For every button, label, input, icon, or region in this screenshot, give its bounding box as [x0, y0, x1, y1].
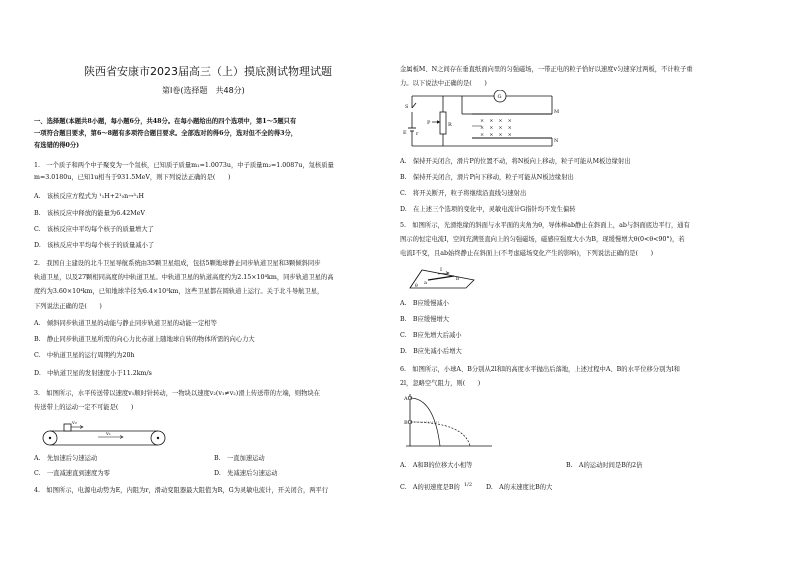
section-instructions-line-1: 一、选择题(本题共8小题，每小题6分，共48分。在每小题给出的四个选项中，第1～5题只有: [34, 118, 297, 125]
q4-option-b: B. 保持开关闭合，滑片P向下移动，粒子可能从N板边缘射出: [400, 174, 574, 181]
incline-figure: [408, 262, 478, 292]
q5-stem-line-2: 图示的恒定电流I，空间充满竖直向上的匀强磁场，磁感应强度大小为B，现缓慢增大θ(0<θ<90°)，若: [400, 236, 685, 243]
angle-label: θ: [415, 284, 418, 289]
q3-option-a: A. 先加速后匀速运动: [34, 455, 98, 462]
q6-option-b: B. A的运动时间是B的2倍: [566, 462, 643, 469]
q6-option-c: C. A的初速度是B的: [400, 484, 460, 491]
q6-stem-line-1: 6. 如图所示，小球A、B分别从2l和l的高度水平抛出后落地，上述过程中A、B的水平位移分别为l和: [400, 366, 680, 373]
v1-label: v₁: [106, 431, 111, 437]
right-column: [400, 0, 770, 562]
q1-option-a: A. 该核反应方程式为 ¹₁H+2¹₀n→³₁H: [34, 193, 144, 200]
q5-option-b: B. B应缓慢增大: [400, 316, 450, 323]
current-label: I: [440, 267, 442, 273]
q3-stem-line-2: 传送带上的运动一定不可能是( ): [34, 404, 134, 411]
section-instructions-line-2: 一项符合题目要求，第6～8题有多项符合题目要求。全部选对的得6分，选对但不全的得3分，: [34, 130, 298, 137]
slider-label: P: [427, 120, 431, 126]
q4-option-a: A. 保持开关闭合，滑片P的位置不动，将N板向上移动，粒子可能从M板边缘射出: [400, 158, 631, 165]
q1-stem-line-2: m=3.0180u，已知1u相当于931.5MeV，则下列说法正确的是( ): [34, 174, 231, 181]
volume-heading: 第Ⅰ卷(选择题 共48分): [162, 86, 245, 95]
conveyor-belt-figure: [40, 416, 170, 450]
q3-stem-line-1: 3. 如图所示，水平传送带以速度v₁顺时针转动，一物块以速度v₂(v₁≠v₂)滑上传送带的左端，则物块在: [34, 390, 321, 397]
svg-text:× × × ×: × × × ×: [480, 125, 512, 131]
q5-option-a: A. B应缓慢减小: [400, 300, 449, 307]
rheostat-label: R: [448, 122, 452, 128]
page-title: 陕西省安康市2023届高三（上）摸底测试物理试题: [84, 65, 332, 78]
q5-option-d: D. B应先减小后增大: [400, 348, 462, 355]
q6-option-d: D. A的末速度比B的大: [486, 484, 553, 491]
q5-option-c: C. B应先增大后减小: [400, 332, 462, 339]
q2-stem-line-1: 2. 我国自主建设的北斗卫星导航系统由35颗卫星组成，包括5颗地球静止同步轨道卫星和3颗倾斜同步: [34, 260, 321, 267]
v2-label: v₂: [72, 420, 77, 426]
q5-stem-line-1: 5. 如图所示，光滑绝缘的斜面与水平面的夹角为θ，导体棒ab静止在斜面上，ab与斜面底边平行，通有: [400, 222, 690, 229]
q4-stem-line-1: 4. 如图所示，电源电动势为E，内阻为r，滑动变阻器最大阻值为R，G为灵敏电流计，开关闭合，两平行: [34, 487, 329, 494]
galvanometer-label: G: [497, 94, 502, 100]
q1-option-b: B. 该核反应中释放的能量为6.42MeV: [34, 210, 145, 217]
svg-text:× × × ×: × × × ×: [480, 118, 512, 124]
plate-n-label: N: [554, 138, 559, 144]
plate-m-label: M: [554, 109, 560, 115]
end-a-label: a: [424, 280, 427, 286]
q2-stem-line-2: 轨道卫星，以及27颗相同高度的中轨道卫星。中轨道卫星的轨道高度约为2.15×10⁴km，同步轨道卫星的高: [34, 274, 334, 281]
q3-option-b: B. 一直加速运动: [214, 455, 265, 462]
ball-b-label: B: [404, 420, 408, 426]
q2-option-b: B. 静止同步轨道卫星所需的向心力比赤道上随地球自转的物体所需的向心力大: [34, 336, 255, 343]
q2-option-a: A. 倾斜同步轨道卫星的动能与静止同步轨道卫星的动能一定相等: [34, 320, 217, 327]
switch-label: S: [405, 104, 409, 110]
svg-text:× × × ×: × × × ×: [480, 132, 512, 138]
end-b-label: b: [456, 276, 460, 282]
ball-a-label: A: [404, 396, 408, 402]
q2-stem-line-4: 下列说法正确的是( ): [34, 303, 102, 310]
section-instructions-line-3: 有选错的得0分): [34, 142, 80, 149]
q6-option-c-fraction: 1/2: [464, 482, 473, 488]
q6-stem-line-2: 2l，忽略空气阻力，则( ): [400, 380, 481, 387]
q3-option-d: D. 先减速后匀速运动: [214, 470, 278, 477]
q2-stem-line-3: 度约为3.60×10⁴km，已知地球半径为6.4×10³km，这些卫星都在圆轨道上运行。关于北斗导航卫星，: [34, 288, 324, 295]
q1-stem-line-1: 1. 一个质子和两个中子聚变为一个氚核，已知质子质量m₁=1.0073u，中子质量m₂=1.0087u，氚核质量: [34, 162, 334, 169]
q3-option-c: C. 一直减速直到速度为零: [34, 470, 110, 477]
emf-label: E: [403, 130, 407, 136]
q1-option-d: D. 该核反应中平均每个核子的质量减小了: [34, 242, 155, 249]
circuit-figure: [402, 90, 562, 152]
q2-option-c: C. 中轨道卫星的运行周期约为20h: [34, 352, 135, 359]
internal-resistance-label: r: [416, 131, 419, 137]
q2-option-d: D. 中轨道卫星的发射速度小于11.2km/s: [34, 370, 152, 377]
q6-option-a: A. A和B的位移大小相等: [400, 462, 473, 469]
projectile-figure: [404, 390, 494, 452]
q4-option-c: C. 将开关断开，粒子将继续沿直线匀速射出: [400, 190, 527, 197]
q4-option-d: D. 在上述三个选项的变化中，灵敏电流计G指针均不发生偏转: [400, 206, 576, 213]
q4-stem-line-2: 金属板M、N之间存在垂直纸面向里的匀强磁场，一带正电的粒子恰好以速度v匀速穿过两板，不计粒子重: [400, 66, 693, 73]
q5-stem-line-3: 电流I不变，且ab始终静止在斜面上(不考虑磁场变化产生的影响)，下列说法正确的是( ): [400, 250, 654, 257]
left-column: [34, 0, 389, 562]
q1-option-c: C. 该核反应中平均每个核子的质量增大了: [34, 226, 154, 233]
q4-stem-line-3: 力。以下说法中正确的是( ): [400, 80, 487, 87]
magnetic-field-crosses: [480, 118, 512, 138]
